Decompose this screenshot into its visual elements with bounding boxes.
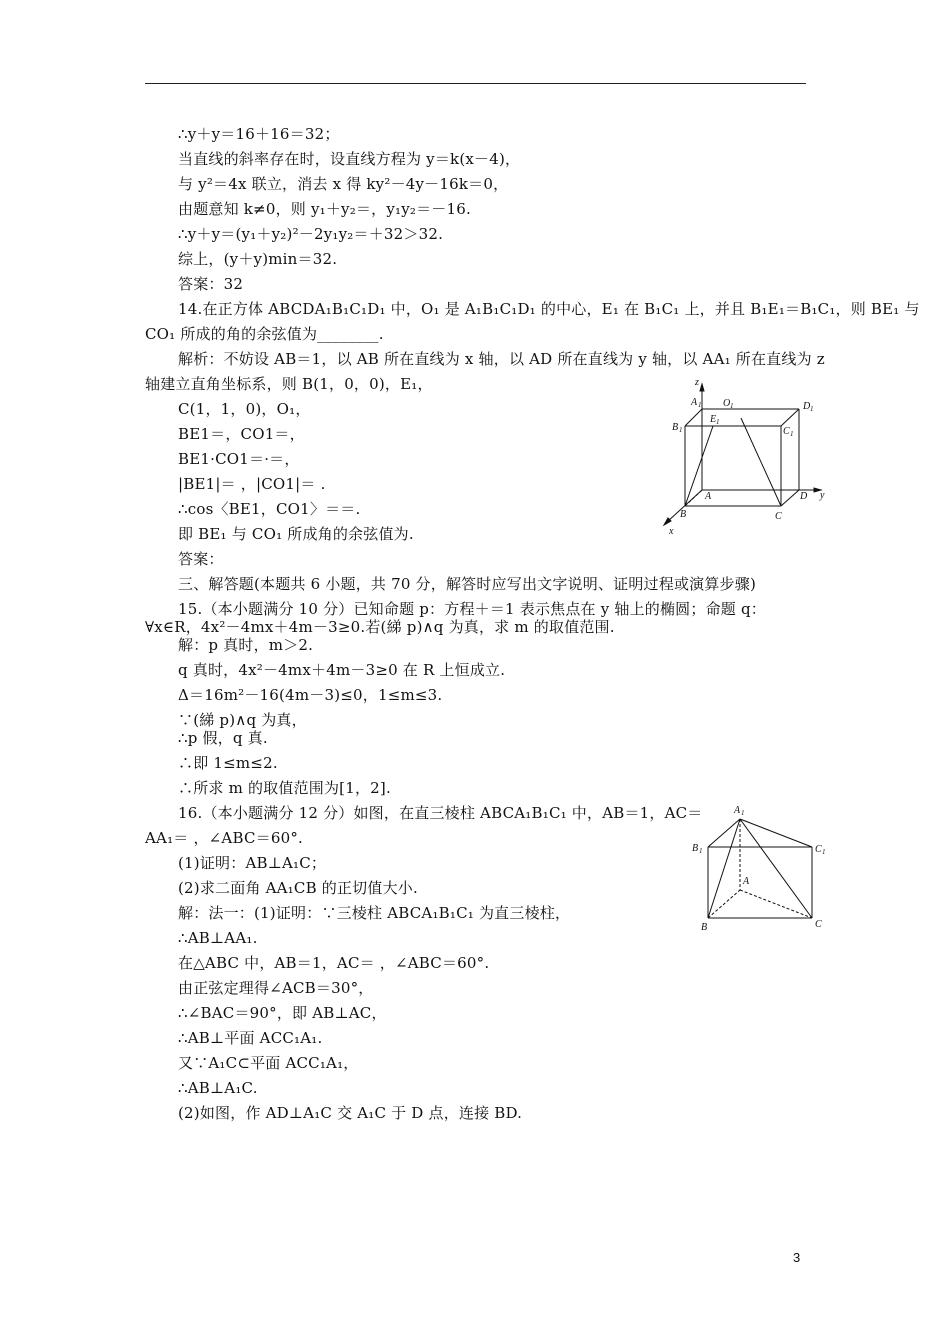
svg-text:1: 1	[699, 847, 703, 855]
prism-label-a: A	[743, 876, 750, 887]
cube-label-y: y	[820, 490, 825, 501]
text-line: 15.（本小题满分 10 分）已知命题 p：方程＋＝1 表示焦点在 y 轴上的椭圆；命题 q：	[178, 600, 766, 618]
text-line: ∀x∈R，4x²－4mx＋4m－3≥0.若(綈 p)∧q 为真，求 m 的取值范围.	[145, 618, 615, 636]
cube-label-d: D	[800, 491, 808, 502]
text-line: (2)求二面角 AA₁CB 的正切值大小.	[178, 879, 418, 897]
text-line: ∴AB⊥AA₁.	[178, 929, 258, 947]
cube-label-b1: B	[672, 422, 679, 433]
text-line: 解：p 真时，m＞2.	[178, 636, 314, 654]
text-line: 由正弦定理得∠ACB＝30°，	[178, 979, 374, 997]
text-line: 综上，(y＋y)min＝32.	[178, 250, 338, 268]
text-line: 即 BE₁ 与 CO₁ 所成角的余弦值为.	[178, 525, 414, 543]
cube-figure	[655, 372, 835, 537]
cube-label-x: x	[669, 526, 674, 537]
prism-label-b1: B	[692, 843, 699, 854]
text-line: 与 y²＝4x 联立，消去 x 得 ky²－4y－16k＝0，	[178, 175, 509, 193]
text-line: ∴y＋y＝(y₁＋y₂)²－2y₁y₂＝＋32＞32.	[178, 225, 444, 243]
text-line: 14.在正方体 ABCDA₁B₁C₁D₁ 中，O₁ 是 A₁B₁C₁D₁ 的中心，E₁ 在 B₁C₁ 上，并且 B₁E₁＝B₁C₁，则 BE₁ 与	[178, 300, 920, 318]
text-line: 答案：32	[178, 275, 244, 293]
text-line: 答案：	[178, 550, 224, 568]
svg-text:1: 1	[810, 405, 814, 413]
text-line: (2)如图，作 AD⊥A₁C 交 A₁C 于 D 点，连接 BD.	[178, 1104, 523, 1122]
prism-label-c1: C	[815, 844, 822, 855]
text-line: ∴y＋y＝16＋16＝32；	[178, 125, 340, 143]
text-line: 解析：不妨设 AB＝1，以 AB 所在直线为 x 轴，以 AD 所在直线为 y 轴，以 AA₁ 所在直线为 z	[178, 350, 825, 368]
text-line: ∴AB⊥A₁C.	[178, 1079, 258, 1097]
cube-label-b: B	[680, 509, 687, 520]
cube-label-z: z	[695, 377, 699, 388]
header-rule	[145, 83, 806, 84]
text-line: 当直线的斜率存在时，设直线方程为 y＝k(x－4)，	[178, 150, 521, 168]
svg-text:1: 1	[822, 848, 826, 856]
cube-label-a1: A	[691, 397, 698, 408]
cube-label-d1: D	[803, 401, 811, 412]
text-line: ∴AB⊥平面 ACC₁A₁.	[178, 1029, 323, 1047]
text-line: (1)证明：AB⊥A₁C；	[178, 854, 327, 872]
svg-text:1: 1	[716, 418, 720, 426]
cube-label-a: A	[705, 491, 712, 502]
prism-label-a1: A	[734, 805, 741, 816]
prism-label-b: B	[701, 922, 708, 933]
text-line: ∴cos〈BE1，CO1〉＝＝.	[178, 500, 361, 518]
text-line: C(1，1，0)，O₁，	[178, 400, 311, 418]
text-line: 在△ABC 中，AB＝1，AC＝ ，∠ABC＝60°.	[178, 954, 490, 972]
text-line: BE1·CO1＝·＝，	[178, 450, 300, 468]
text-line: ∴即 1≤m≤2.	[178, 754, 278, 772]
text-line: 三、解答题(本题共 6 小题，共 70 分，解答时应写出文字说明、证明过程或演算步骤)	[178, 575, 757, 593]
text-line: AA₁＝ ，∠ABC＝60°.	[145, 829, 303, 847]
text-line: 16.（本小题满分 12 分）如图，在直三棱柱 ABCA₁B₁C₁ 中，AB＝1，AC＝	[178, 804, 703, 822]
cube-label-c1: C	[783, 426, 790, 437]
prism-figure	[688, 800, 838, 935]
text-line: 解：法一：(1)证明：∵三棱柱 ABCA₁B₁C₁ 为直三棱柱，	[178, 904, 571, 922]
text-line: CO₁ 所成的角的余弦值为________.	[145, 325, 384, 343]
svg-text:1: 1	[679, 426, 683, 434]
svg-text:1: 1	[698, 401, 702, 409]
text-line: ∵(綈 p)∧q 为真，	[178, 711, 307, 729]
svg-text:1: 1	[790, 430, 794, 438]
cube-label-e1: E	[710, 414, 717, 425]
page-number: 3	[793, 1250, 801, 1265]
text-line: 又∵A₁C⊂平面 ACC₁A₁，	[178, 1054, 359, 1072]
text-line: BE1＝，CO1＝，	[178, 425, 305, 443]
text-line: q 真时，4x²－4mx＋4m－3≥0 在 R 上恒成立.	[178, 661, 506, 679]
text-line: ∴所求 m 的取值范围为[1，2].	[178, 779, 391, 797]
cube-label-o1: O	[723, 398, 731, 409]
text-line: Δ＝16m²－16(4m－3)≤0，1≤m≤3.	[178, 686, 443, 704]
text-line: |BE1|＝ ，|CO1|＝ .	[178, 475, 326, 493]
svg-text:1: 1	[741, 809, 745, 817]
cube-label-c: C	[775, 511, 782, 522]
text-line: ∴p 假，q 真.	[178, 729, 268, 747]
svg-text:1: 1	[730, 402, 734, 410]
text-line: 由题意知 k≠0，则 y₁＋y₂＝，y₁y₂＝－16.	[178, 200, 471, 218]
text-line: ∴∠BAC＝90°，即 AB⊥AC，	[178, 1004, 387, 1022]
prism-label-c: C	[815, 919, 822, 930]
text-line: 轴建立直角坐标系，则 B(1，0，0)，E₁，	[145, 375, 433, 393]
